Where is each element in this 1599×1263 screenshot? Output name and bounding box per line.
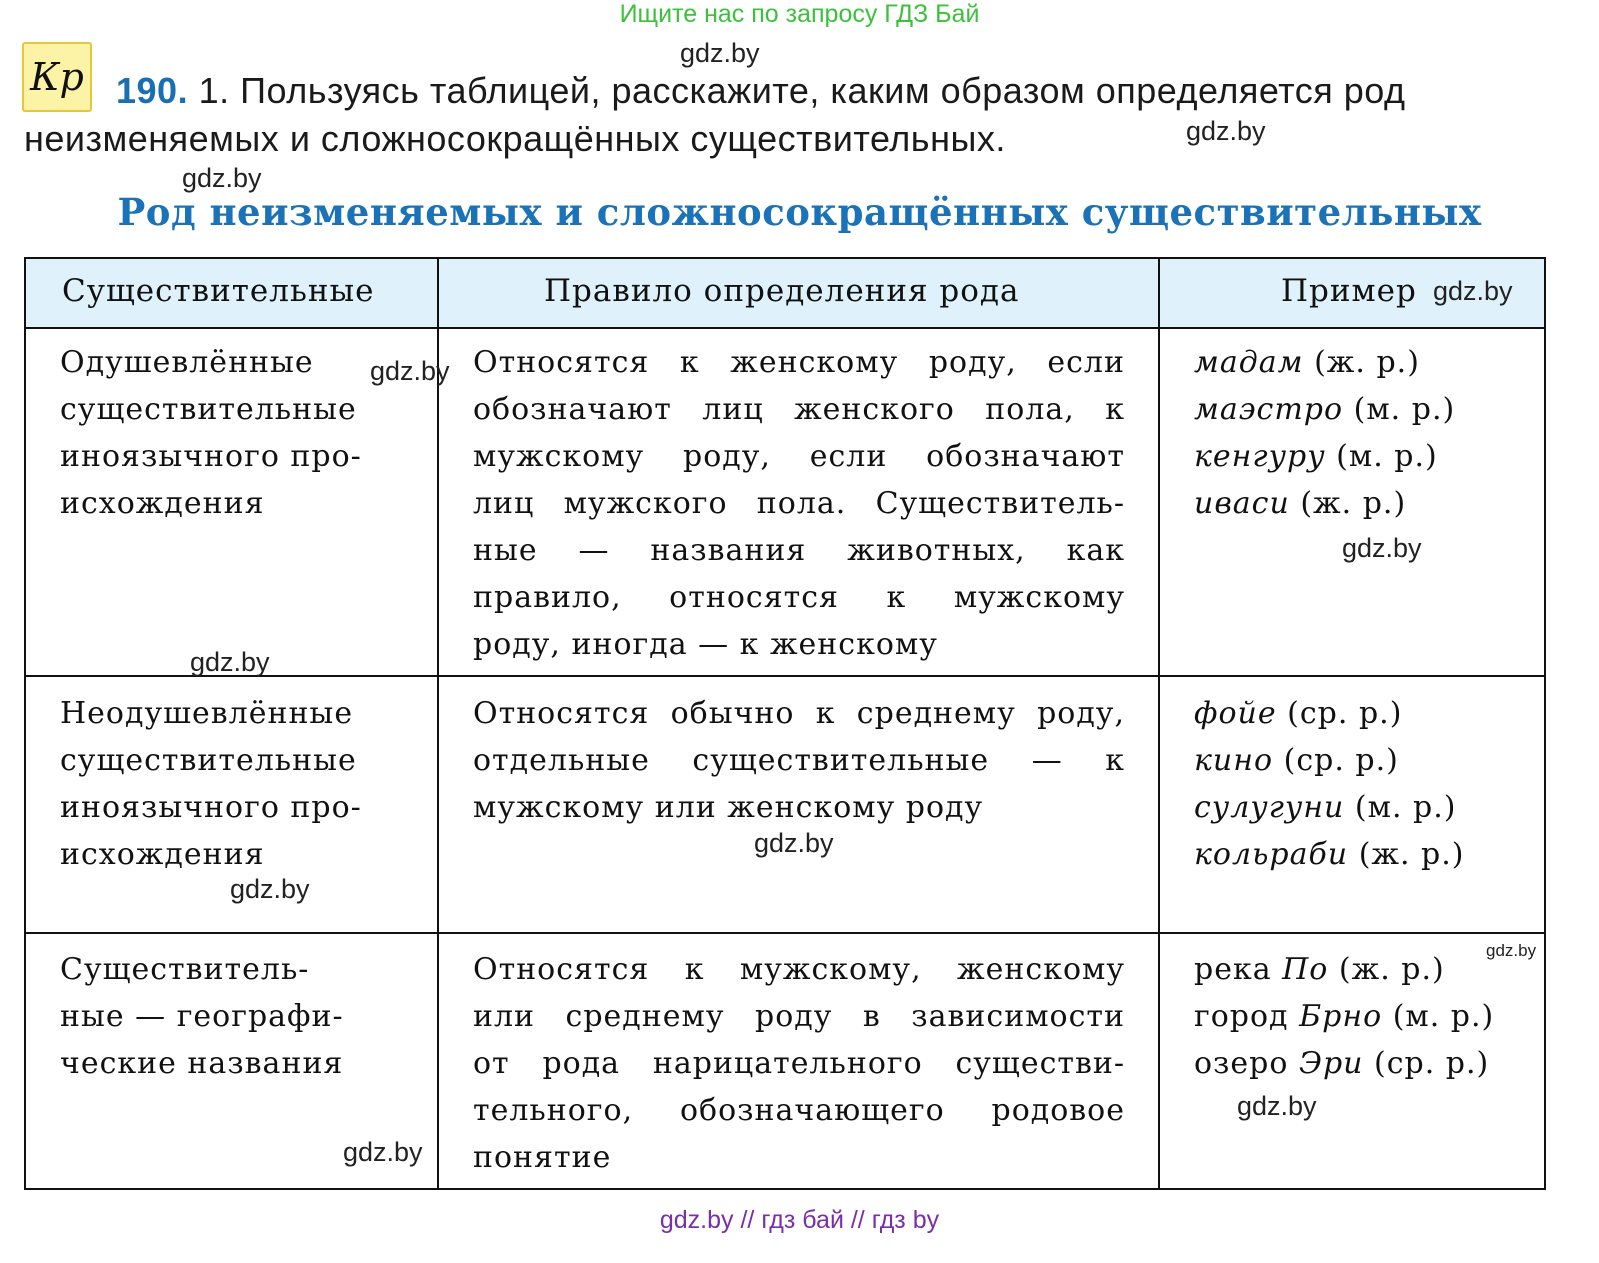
example-gender: (м. р.) bbox=[1353, 392, 1456, 427]
example-gender: (ж. р.) bbox=[1358, 837, 1465, 872]
example-word: кенгуру bbox=[1194, 439, 1326, 474]
header-example: Пример bbox=[1281, 273, 1417, 309]
rule-line: Относятся обычно к среднему роду, bbox=[473, 696, 1125, 731]
noun-line: исхождения bbox=[60, 486, 265, 521]
rule-line: от рода нарицательного существи- bbox=[473, 1046, 1125, 1081]
rule-line: ные — названия животных, как bbox=[473, 533, 1125, 568]
rule-line: правило, относятся к мужскому bbox=[473, 580, 1125, 615]
example-word: кино bbox=[1194, 743, 1274, 778]
column-divider bbox=[1158, 259, 1160, 1188]
top-search-banner: Ищите нас по запросу ГДЗ Бай bbox=[619, 0, 980, 28]
row-divider bbox=[26, 932, 1544, 934]
row1-noun-cell bbox=[60, 339, 362, 527]
example-word: кольраби bbox=[1194, 837, 1349, 872]
watermark: gdz.by bbox=[754, 828, 834, 858]
rule-line: или среднему роду в зависимости bbox=[473, 999, 1125, 1034]
watermark: gdz.by bbox=[1433, 276, 1513, 306]
row2-rule-cell bbox=[473, 690, 1125, 831]
example-line bbox=[1194, 690, 1465, 737]
example-word: мадам bbox=[1194, 345, 1304, 380]
example-gender: (м. р.) bbox=[1392, 999, 1495, 1034]
task-line-1 bbox=[116, 70, 1406, 112]
noun-line: Неодушевлённые bbox=[60, 696, 354, 731]
watermark: gdz.by bbox=[1342, 533, 1422, 563]
example-prefix: озеро bbox=[1194, 1046, 1299, 1081]
row2-example-cell bbox=[1194, 690, 1465, 878]
watermark: gdz.by bbox=[343, 1137, 423, 1167]
watermark: gdz.by bbox=[1186, 116, 1266, 146]
header-rule: Правило определения рода bbox=[544, 273, 1020, 309]
rule-line: мужскому или женскому роду bbox=[473, 790, 984, 825]
rule-line: мужскому роду, если обозначают bbox=[473, 439, 1125, 474]
task-number: 190. bbox=[116, 70, 189, 111]
rule-line: отдельные существительные — к bbox=[473, 743, 1125, 778]
table-title: Род неизменяемых и сложносокращённых существительных bbox=[117, 190, 1482, 234]
rule-line: роду, иногда — к женскому bbox=[473, 627, 938, 662]
example-line bbox=[1194, 1040, 1494, 1087]
example-prefix: река bbox=[1194, 952, 1283, 987]
example-prefix: город bbox=[1194, 999, 1300, 1034]
watermark: gdz.by bbox=[680, 38, 760, 68]
task-text-line-1: 1. Пользуясь таблицей, расскажите, каким образом определяется род bbox=[198, 70, 1406, 111]
example-word: иваси bbox=[1194, 486, 1290, 521]
watermark: gdz.by bbox=[190, 647, 270, 677]
example-line bbox=[1194, 339, 1455, 386]
example-line bbox=[1194, 386, 1455, 433]
noun-line: ные — географи- bbox=[60, 999, 344, 1034]
watermark: gdz.by bbox=[182, 163, 262, 193]
rule-line: Относятся к мужскому, женскому bbox=[473, 952, 1125, 987]
example-line bbox=[1194, 737, 1465, 784]
row1-example-cell bbox=[1194, 339, 1455, 527]
row3-noun-cell bbox=[60, 946, 344, 1087]
example-gender: (ср. р.) bbox=[1287, 696, 1403, 731]
example-line bbox=[1194, 433, 1455, 480]
row1-rule-cell bbox=[473, 339, 1125, 668]
example-gender: (ж. р.) bbox=[1300, 486, 1407, 521]
watermark: gdz.by bbox=[230, 874, 310, 904]
column-divider bbox=[437, 259, 439, 1188]
kr-badge-icon: Кр bbox=[22, 42, 92, 112]
rule-line: лиц мужского пола. Существитель- bbox=[473, 486, 1125, 521]
watermark: gdz.by bbox=[1486, 941, 1537, 960]
watermark: gdz.by bbox=[370, 356, 450, 386]
rule-line: Относятся к женскому роду, если bbox=[473, 345, 1125, 380]
rule-line: понятие bbox=[473, 1140, 612, 1175]
watermark: gdz.by bbox=[1237, 1091, 1317, 1121]
example-gender: (м. р.) bbox=[1354, 790, 1457, 825]
example-gender: (ср. р.) bbox=[1374, 1046, 1490, 1081]
row3-example-cell bbox=[1194, 946, 1494, 1087]
footer-links: gdz.by // гдз бай // гдз by bbox=[659, 1206, 940, 1234]
rule-line: обозначают лиц женского пола, к bbox=[473, 392, 1125, 427]
example-word: По bbox=[1282, 952, 1329, 987]
example-line bbox=[1194, 946, 1494, 993]
example-word: Брно bbox=[1299, 999, 1383, 1034]
noun-line: иноязычного про- bbox=[60, 790, 362, 825]
example-word: Эри bbox=[1298, 1046, 1364, 1081]
example-gender: (ср. р.) bbox=[1283, 743, 1399, 778]
header-nouns: Существительные bbox=[62, 273, 375, 309]
example-gender: (ж. р.) bbox=[1338, 952, 1445, 987]
noun-line: исхождения bbox=[60, 837, 265, 872]
noun-line: существительные bbox=[60, 392, 357, 427]
example-word: фойе bbox=[1194, 696, 1277, 731]
example-word: маэстро bbox=[1194, 392, 1344, 427]
noun-line: иноязычного про- bbox=[60, 439, 362, 474]
noun-line: Существитель- bbox=[60, 952, 310, 987]
noun-line: ческие названия bbox=[60, 1046, 344, 1081]
example-line bbox=[1194, 993, 1494, 1040]
rule-line: тельного, обозначающего родовое bbox=[473, 1093, 1125, 1128]
example-line bbox=[1194, 831, 1465, 878]
example-gender: (ж. р.) bbox=[1314, 345, 1420, 380]
gender-rules-table bbox=[24, 257, 1546, 1190]
noun-line: Одушевлённые bbox=[60, 345, 314, 380]
example-word: сулугуни bbox=[1194, 790, 1345, 825]
example-line bbox=[1194, 480, 1455, 527]
row2-noun-cell bbox=[60, 690, 362, 878]
task-text-line-2: неизменяемых и сложносокращённых существительных. bbox=[24, 118, 1006, 159]
example-gender: (м. р.) bbox=[1336, 439, 1438, 474]
noun-line: существительные bbox=[60, 743, 357, 778]
example-line bbox=[1194, 784, 1465, 831]
row3-rule-cell bbox=[473, 946, 1125, 1181]
